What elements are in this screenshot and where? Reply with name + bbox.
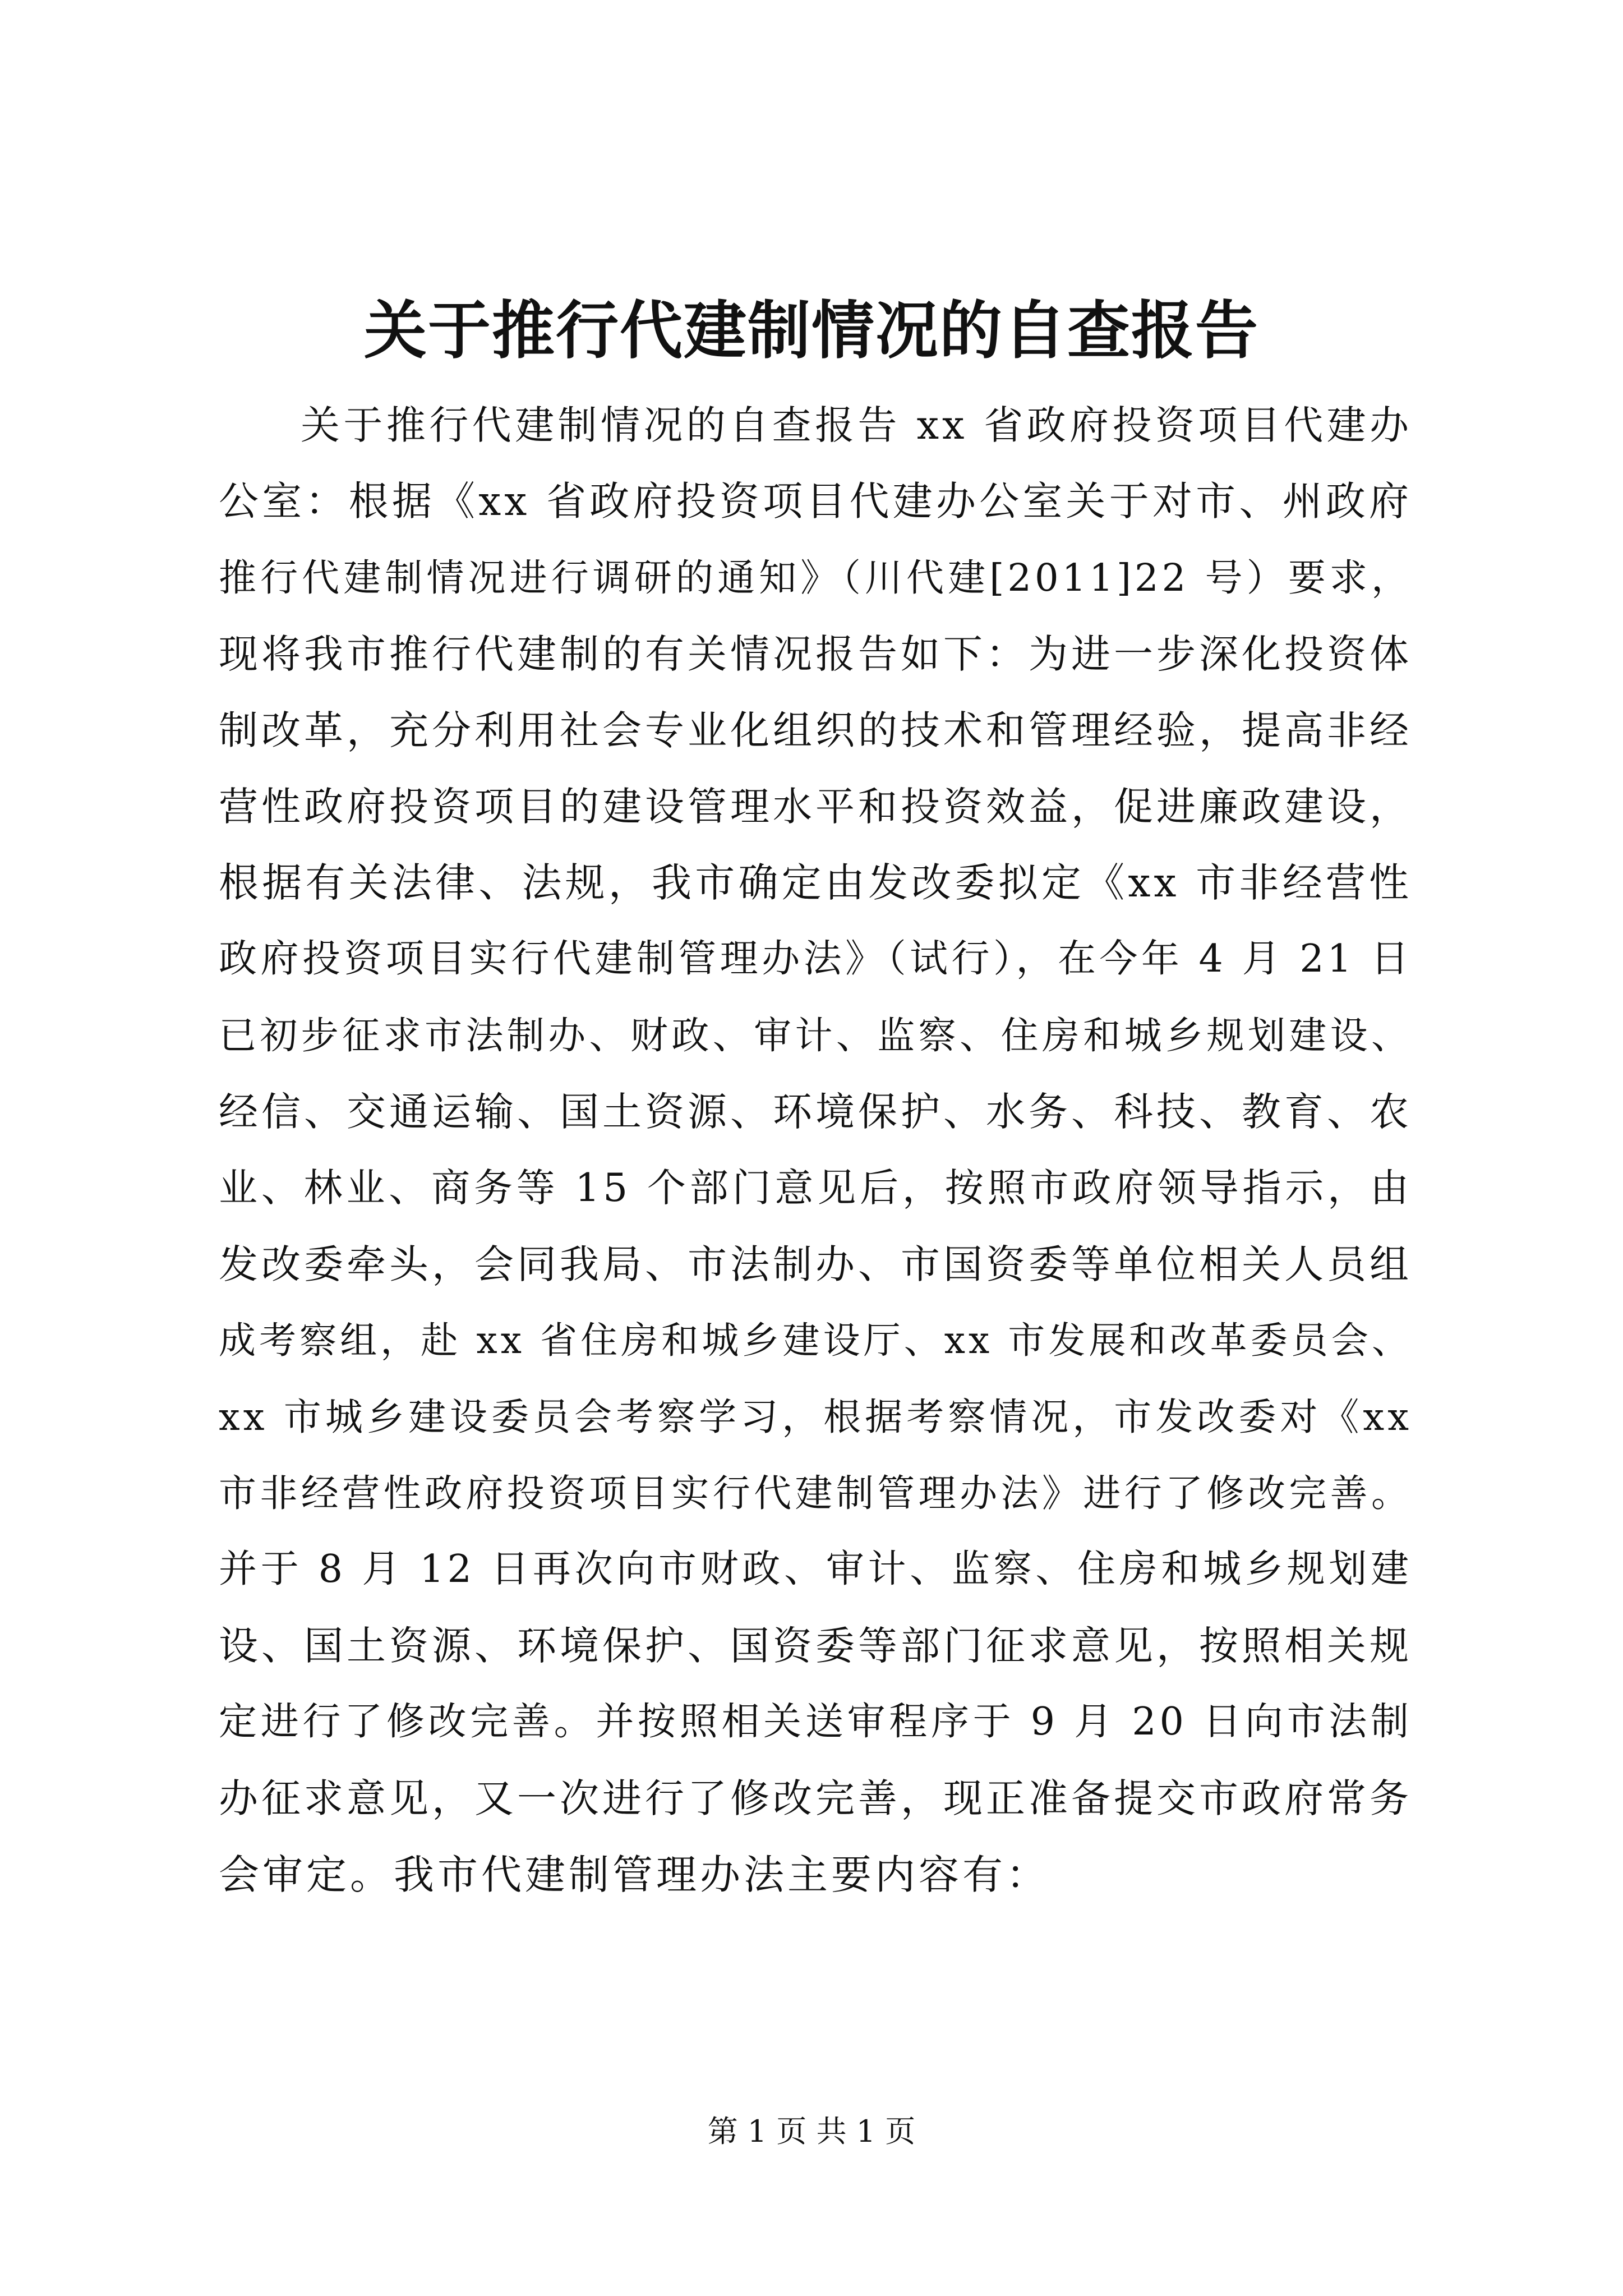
body-line: 推行代建制情况进行调研的通知》（川代建[2011]22 号）要求， [219,556,1412,600]
body-line: 营性政府投资项目的建设管理水平和投资效益，促进廉政建设， [219,784,1412,830]
body-line: 制改革，充分利用社会专业化组织的技术和管理经验，提高非经 [219,707,1412,753]
body-line: 设、国土资源、环境保护、国资委等部门征求意见，按照相关规 [219,1623,1412,1669]
body-line: 公室：根据《xx 省政府投资项目代建办公室关于对市、州政府 [219,478,1412,524]
document-title: 关于推行代建制情况的自查报告 [364,294,1259,367]
body-line: 并于 8 月 12 日再次向市财政、审计、监察、住房和城乡规划建 [219,1547,1412,1591]
body-line: 市非经营性政府投资项目实行代建制管理办法》进行了修改完善。 [219,1471,1412,1515]
page-footer: 第 1 页 共 1 页 [707,2114,916,2149]
body-line: 关于推行代建制情况的自查报告 xx 省政府投资项目代建办 [301,402,1412,448]
body-line: 定进行了修改完善。并按照相关送审程序于 9 月 20 日向市法制 [219,1700,1412,1744]
body-line: xx 市城乡建设委员会考察学习，根据考察情况，市发改委对《xx [219,1395,1412,1439]
body-line: 经信、交通运输、国土资源、环境保护、水务、科技、教育、农 [219,1089,1412,1135]
body-line: 办征求意见，又一次进行了修改完善，现正准备提交市政府常务 [219,1775,1412,1821]
body-line: 发改委牵头，会同我局、市法制办、市国资委等单位相关人员组 [219,1241,1412,1287]
document-body [219,387,1412,1913]
body-line: 根据有关法律、法规，我市确定由发改委拟定《xx 市非经营性 [219,859,1412,906]
body-line: 政府投资项目实行代建制管理办法》（试行），在今年 4 月 21 日 [219,937,1412,981]
body-line: 会审定。我市代建制管理办法主要内容有： [219,1851,1050,1898]
body-line: 成考察组，赴 xx 省住房和城乡建设厅、xx 市发展和改革委员会、 [219,1319,1412,1362]
body-line: 现将我市推行代建制的有关情况报告如下：为进一步深化投资体 [219,631,1412,677]
body-line: 已初步征求市法制办、财政、审计、监察、住房和城乡规划建设、 [219,1014,1412,1057]
body-line: 业、林业、商务等 15 个部门意见后，按照市政府领导指示，由 [219,1166,1412,1211]
